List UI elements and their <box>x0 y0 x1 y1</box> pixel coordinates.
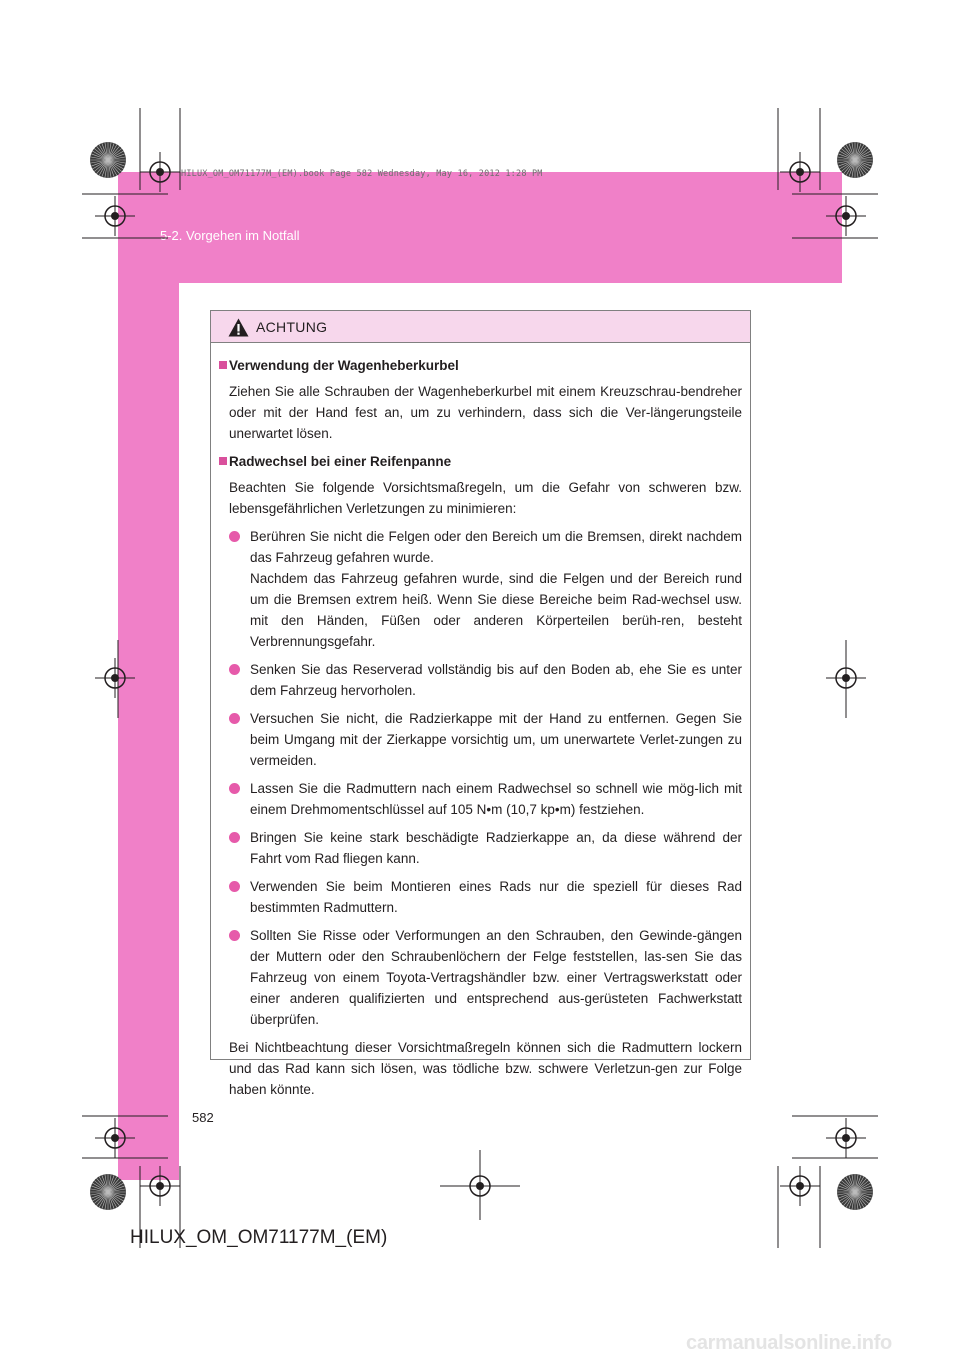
bullet-item <box>229 827 742 869</box>
bullet-text: Verwenden Sie beim Montieren eines Rads nur die speziell für dieses Rad bestimmten Radmuttern. <box>250 879 742 915</box>
section-heading <box>219 355 742 376</box>
registration-star-icon <box>90 1174 126 1210</box>
paragraph: Beachten Sie folgende Vorsichtsmaßregeln, um die Gefahr von schweren bzw. lebensgefährlichen Verletzungen zu minimieren: <box>229 480 742 516</box>
closing-paragraph: Bei Nichtbeachtung dieser Vorsichtmaßregeln können sich die Radmuttern lockern und das Rad kann sich lösen, was tödliche bzw. schwere Verletzun-gen zur Folge haben könnte. <box>229 1040 742 1097</box>
bullet-text: Berühren Sie nicht die Felgen oder den Bereich um die Bremsen, direkt nachdem das Fahrzeug gefahren wurde. <box>250 529 742 565</box>
registration-crosshair-icon <box>780 152 820 192</box>
circle-bullet-icon <box>229 531 240 542</box>
circle-bullet-icon <box>229 783 240 794</box>
registration-crosshair-icon <box>95 196 135 236</box>
registration-star-icon <box>837 142 873 178</box>
warning-header <box>211 311 750 343</box>
registration-crosshair-icon <box>140 152 180 192</box>
warning-box <box>210 310 751 1097</box>
registration-crosshair-icon <box>826 1118 866 1158</box>
circle-bullet-icon <box>229 713 240 724</box>
bullet-text: Nachdem das Fahrzeug gefahren wurde, sind die Felgen und der Bereich rund um die Bremsen extrem heiß. Wenn Sie diese Bereiche beim Rad-wechsel usw. mit den Händen, Füßen oder anderen Körperteilen berüh-ren, besteht Verbrennungsgefahr. <box>250 571 742 649</box>
bullet-item <box>229 526 742 652</box>
registration-crosshair-icon <box>95 1118 135 1158</box>
section-heading-text: Verwendung der Wagenheberkurbel <box>229 358 459 373</box>
section-heading <box>219 451 742 472</box>
registration-crosshair-icon <box>826 196 866 236</box>
warning-body <box>211 343 750 1100</box>
bullet-text: Sollten Sie Risse oder Verformungen an den Schrauben, den Gewinde-gängen der Muttern oder den Schraubenlöchern der Felge feststellen, las-sen Sie das Fahrzeug von einem Toyota-Vertragshändler bzw. einer Vertragswerkstatt oder einer anderen qualifizierten und entsprechend aus-gerüsteten Fachwerkstatt überprüfen. <box>250 928 742 1027</box>
section-title: 5-2. Vorgehen im Notfall <box>160 228 300 243</box>
page-number: 582 <box>192 1110 214 1125</box>
paragraph: Ziehen Sie alle Schrauben der Wagenheberkurbel mit einem Kreuzschrau-bendreher oder mit der Hand fest an, um zu verhindern, dass sich die Ver-längerungsteile unerwartet lösen. <box>229 384 742 441</box>
warning-title: ACHTUNG <box>256 319 328 335</box>
book-info-line: HILUX_OM_OM71177M_(EM).book Page 582 Wednesday, May 16, 2012 1:28 PM <box>181 169 543 179</box>
circle-bullet-icon <box>229 881 240 892</box>
circle-bullet-icon <box>229 832 240 843</box>
registration-crosshair-icon <box>95 658 135 698</box>
square-bullet-icon <box>219 457 227 465</box>
bullet-item <box>229 925 742 1030</box>
bullet-item <box>229 659 742 701</box>
bullet-text: Versuchen Sie nicht, die Radzierkappe mit der Hand zu entfernen. Gegen Sie beim Umgang mit der Zierkappe vorsichtig um, um unerwartete Verlet-zungen zu vermeiden. <box>250 711 742 768</box>
bullet-item <box>229 876 742 918</box>
bullet-item <box>229 778 742 820</box>
circle-bullet-icon <box>229 930 240 941</box>
registration-crosshair-icon <box>140 1166 180 1206</box>
bullet-item <box>229 708 742 771</box>
footer-code: HILUX_OM_OM71177M_(EM) <box>130 1227 388 1248</box>
registration-star-icon <box>90 142 126 178</box>
bullet-text: Lassen Sie die Radmuttern nach einem Radwechsel so schnell wie mög-lich mit einem Drehmomentschlüssel auf 105 N•m (10,7 kp•m) festziehen. <box>250 781 742 817</box>
bullet-text: Senken Sie das Reserverad vollständig bis auf den Boden ab, ehe Sie es unter dem Fahrzeug hervorholen. <box>250 662 742 698</box>
square-bullet-icon <box>219 361 227 369</box>
section-heading-text: Radwechsel bei einer Reifenpanne <box>229 454 452 469</box>
registration-crosshair-icon <box>780 1166 820 1206</box>
registration-star-icon <box>837 1174 873 1210</box>
circle-bullet-icon <box>229 664 240 675</box>
warning-triangle-icon <box>228 318 249 337</box>
bullet-text: Bringen Sie keine stark beschädigte Radzierkappe an, da diese während der Fahrt vom Rad fliegen kann. <box>250 830 742 866</box>
watermark: carmanualsonline.info <box>686 1332 892 1354</box>
